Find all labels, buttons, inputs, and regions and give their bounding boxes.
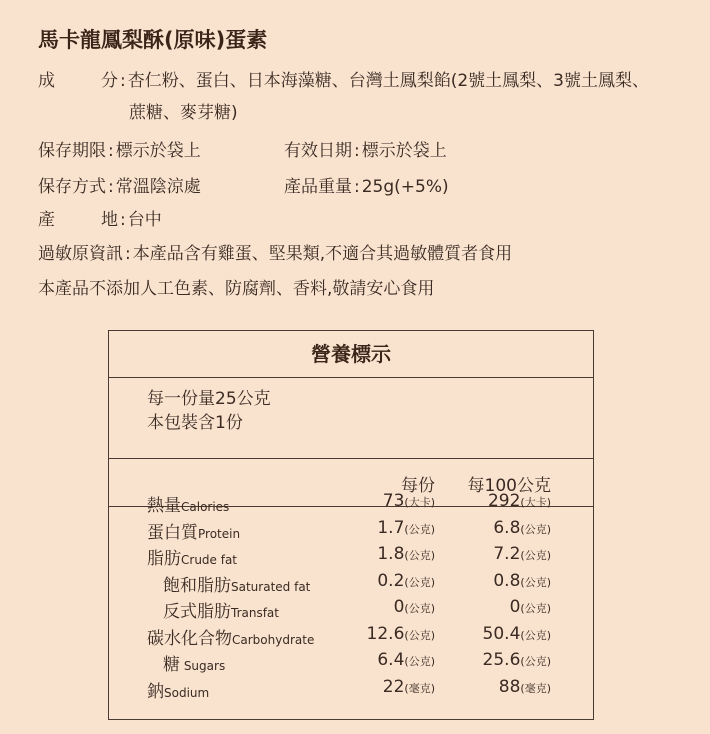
weight-row xyxy=(284,172,449,197)
nutrient-name-zh: 碳水化合物 xyxy=(147,628,232,649)
nutrient-value: 0 xyxy=(509,597,521,617)
nutrient-unit: (公克) xyxy=(404,602,435,615)
serving-size: 每一份量25公克 xyxy=(147,389,271,409)
nutrient-name-en: Carbohydrate xyxy=(232,632,315,647)
value-per-serving xyxy=(377,518,435,538)
value-per-serving xyxy=(394,597,435,617)
nutrient-value: 88 xyxy=(498,676,521,697)
nutrient-unit: (公克) xyxy=(404,655,435,668)
nutrient-name-zh: 鈉 xyxy=(147,681,164,702)
nutrient-value: 1.8 xyxy=(377,544,405,564)
origin-label-char-2: 地 xyxy=(101,210,118,230)
allergen-label: 過敏原資訊 xyxy=(38,244,123,264)
nutrient-name xyxy=(163,571,310,596)
nutrient-name xyxy=(147,624,314,649)
origin-label xyxy=(38,205,118,230)
nutrient-name xyxy=(147,491,229,516)
nutrition-panel xyxy=(108,330,594,720)
value-per-serving xyxy=(367,624,435,644)
nutrient-row xyxy=(109,650,593,676)
colon: : xyxy=(120,210,126,230)
nutrient-name-zh: 蛋白質 xyxy=(147,522,198,543)
nutrient-value: 0.2 xyxy=(377,570,405,591)
nutrient-unit: (公克) xyxy=(404,628,435,642)
origin-label-char-1: 產 xyxy=(38,210,55,230)
nutrient-name-zh: 脂肪 xyxy=(147,549,181,569)
nutrient-unit: (毫克) xyxy=(404,681,435,695)
nutrient-row xyxy=(109,544,593,570)
storage-method-value: 常溫陰涼處 xyxy=(115,177,201,197)
value-per-100g xyxy=(483,650,551,670)
nutrient-value: 6.4 xyxy=(377,650,405,670)
storage-period-label: 保存期限 xyxy=(38,141,106,161)
nutrient-name-en: Protein xyxy=(198,526,241,541)
nutrient-row xyxy=(109,597,593,623)
nutrient-unit: (大卡) xyxy=(520,496,551,509)
nutrient-name-en: Transfat xyxy=(231,606,279,620)
allergen-value: 本產品含有雞蛋、堅果類,不適合其過敏體質者食用 xyxy=(132,244,513,264)
value-per-serving xyxy=(383,491,435,511)
nutrient-name xyxy=(147,677,209,702)
colon: : xyxy=(108,141,114,161)
nutrient-value: 22 xyxy=(382,676,405,697)
origin-value: 台中 xyxy=(127,210,162,230)
ingredients-text-line1: 杏仁粉、蛋白、日本海藻糖、台灣土鳳梨餡(2號土鳳梨、3號土鳳梨、 xyxy=(127,71,649,91)
nutrient-row xyxy=(109,571,593,597)
storage-period-row xyxy=(38,136,201,161)
ingredients-text-line2: 蔗糖、麥芽糖) xyxy=(129,103,238,123)
nutrient-name-en: Saturated fat xyxy=(231,579,311,594)
value-per-100g xyxy=(493,518,551,538)
colon: : xyxy=(108,177,114,197)
nutrient-name-zh: 熱量 xyxy=(147,496,181,516)
col-per-100g: 每100公克 xyxy=(467,476,551,496)
expiry-label: 有效日期 xyxy=(284,141,352,161)
nutrient-value: 73 xyxy=(382,491,405,511)
value-per-100g xyxy=(483,624,551,644)
servings-per-pack: 本包裝含1份 xyxy=(147,413,243,433)
value-per-100g xyxy=(493,544,551,564)
colon: : xyxy=(354,177,360,197)
nutrient-name-zh: 飽和脂肪 xyxy=(163,575,231,596)
value-per-100g xyxy=(499,677,551,697)
nutrient-name xyxy=(147,518,240,543)
nutrient-unit: (大卡) xyxy=(404,496,435,509)
weight-value: 25g(+5%) xyxy=(361,177,449,197)
nutrient-name-en: Crude fat xyxy=(181,553,238,567)
nutrient-name-en: Sodium xyxy=(164,685,210,700)
value-per-serving xyxy=(377,650,435,670)
nutrient-row xyxy=(109,677,593,703)
nutrient-name xyxy=(147,544,237,569)
nutrient-row xyxy=(109,624,593,650)
nutrient-unit: (公克) xyxy=(520,655,551,668)
additive-note: 本產品不添加人工色素、防腐劑、香料,敬請安心食用 xyxy=(38,279,435,299)
nutrient-unit: (公克) xyxy=(520,628,551,642)
nutrient-value: 25.6 xyxy=(482,650,521,670)
nutrient-name xyxy=(163,597,279,622)
colon: : xyxy=(120,71,126,91)
nutrient-unit: (公克) xyxy=(404,522,435,536)
allergen-row xyxy=(38,239,512,264)
value-per-serving xyxy=(377,571,435,591)
nutrient-value: 50.4 xyxy=(482,623,521,644)
weight-label: 產品重量 xyxy=(284,177,352,197)
product-title: 馬卡龍鳳梨酥(原味)蛋素 xyxy=(38,28,268,52)
nutrient-name-zh: 反式脂肪 xyxy=(163,602,231,622)
value-per-serving xyxy=(377,544,435,564)
nutrient-value: 0.8 xyxy=(493,570,521,591)
nutrient-name xyxy=(163,650,225,675)
nutrient-value: 12.6 xyxy=(366,623,405,644)
nutrient-value: 7.2 xyxy=(493,544,521,564)
nutrient-unit: (公克) xyxy=(520,575,551,589)
value-per-100g xyxy=(488,491,551,511)
nutrient-unit: (毫克) xyxy=(520,681,551,695)
col-per-serving: 每份 xyxy=(401,476,435,496)
nutrient-value: 292 xyxy=(487,491,521,511)
nutrient-row xyxy=(109,518,593,544)
value-per-100g xyxy=(510,597,551,617)
value-per-serving xyxy=(383,677,435,697)
value-per-100g xyxy=(493,571,551,591)
nutrient-unit: (公克) xyxy=(404,549,435,562)
nutrient-name-en: Sugars xyxy=(180,659,226,673)
origin-row xyxy=(38,205,162,230)
nutrient-unit: (公克) xyxy=(520,549,551,562)
nutrient-value: 6.8 xyxy=(493,517,521,538)
nutrient-unit: (公克) xyxy=(404,575,435,589)
nutrition-title: 營養標示 xyxy=(109,331,593,378)
expiry-value: 標示於袋上 xyxy=(361,141,447,161)
storage-period-value: 標示於袋上 xyxy=(115,141,201,161)
nutrient-unit: (公克) xyxy=(520,522,551,536)
nutrient-unit: (公克) xyxy=(520,602,551,615)
ingredients-label-char-2: 分 xyxy=(101,71,118,91)
nutrient-name-zh: 糖 xyxy=(163,655,180,675)
ingredients-label-char-1: 成 xyxy=(38,71,55,91)
storage-method-row xyxy=(38,172,201,197)
expiry-row xyxy=(284,136,447,161)
storage-method-label: 保存方式 xyxy=(38,177,106,197)
serving-info xyxy=(109,378,593,459)
nutrient-value: 0 xyxy=(393,597,405,617)
nutrient-row xyxy=(109,491,593,517)
nutrient-name-en: Calories xyxy=(181,500,230,514)
ingredients-row xyxy=(38,66,649,91)
nutrient-value: 1.7 xyxy=(377,517,405,538)
colon: : xyxy=(354,141,360,161)
colon: : xyxy=(125,244,131,264)
ingredients-label xyxy=(38,66,118,91)
